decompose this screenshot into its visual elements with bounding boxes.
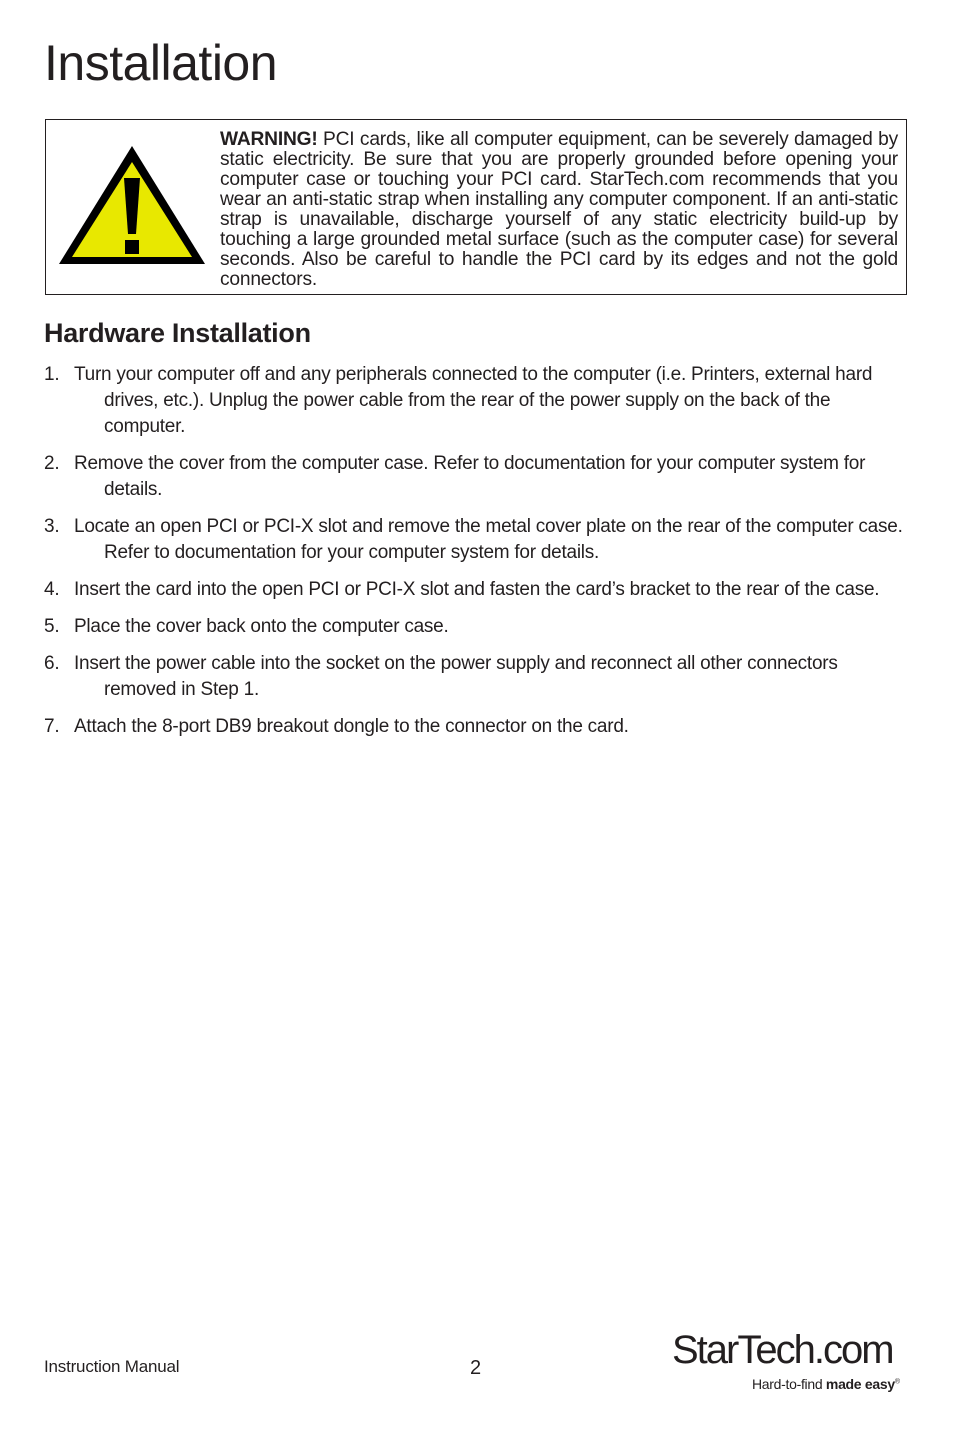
step-number: 4. (44, 579, 60, 600)
logo-tagline-light: Hard-to-find (752, 1376, 826, 1392)
startech-logo (668, 1326, 920, 1400)
step-number: 5. (44, 616, 60, 637)
step-item (44, 577, 914, 603)
step-number: 2. (44, 453, 60, 474)
step-text: Insert the card into the open PCI or PCI-X slot and fasten the card’s bracket to the rear of the case. (74, 579, 880, 600)
step-item (44, 614, 914, 640)
logo-wordmark: StarTech.com (672, 1328, 893, 1372)
warning-box (45, 119, 907, 295)
footer-label: Instruction Manual (44, 1357, 180, 1376)
step-number: 1. (44, 364, 60, 385)
page-number: 2 (470, 1357, 482, 1379)
logo-tagline-bold: made easy (825, 1376, 895, 1392)
registered-mark: ® (894, 1378, 900, 1386)
step-text: Insert the power cable into the socket on the power supply and reconnect all other connectors removed in Step 1. (74, 653, 838, 700)
step-text: Turn your computer off and any peripherals connected to the computer (i.e. Printers, external hard drives, etc.). Unplug the power cable from the rear of the power supply on the back of the computer. (74, 364, 873, 437)
step-text: Place the cover back onto the computer case. (74, 616, 449, 637)
step-text: Attach the 8-port DB9 breakout dongle to the connector on the card. (74, 716, 629, 737)
step-item (44, 514, 914, 566)
warning-text (220, 130, 898, 290)
step-number: 7. (44, 716, 60, 737)
step-text: Remove the cover from the computer case. Refer to documentation for your computer system for details. (74, 453, 866, 500)
page-title: Installation (44, 35, 278, 91)
step-number: 3. (44, 516, 60, 537)
logo-tagline (752, 1376, 900, 1392)
installation-steps (44, 362, 914, 751)
step-item (44, 651, 914, 703)
warning-triangle-icon (56, 142, 208, 268)
step-item (44, 451, 914, 503)
warning-label: WARNING! (220, 129, 318, 150)
step-text: Locate an open PCI or PCI-X slot and remove the metal cover plate on the rear of the computer case. Refer to documentation for your computer system for details. (74, 516, 903, 563)
step-item (44, 714, 914, 740)
section-title: Hardware Installation (44, 318, 311, 348)
step-item (44, 362, 914, 440)
step-number: 6. (44, 653, 60, 674)
warning-body: PCI cards, like all computer equipment, can be severely damaged by static electricity. Be sure that you are properly grounded before opening your computer case or touching your PCI card. StarTech.com recommends that you wear an anti-static strap when installing any computer component. If an anti-static strap is unavailable, discharge yourself of any static electricity build-up by touching a large grounded metal surface (such as the computer case) for several seconds. Also be careful to handle the PCI card by its edges and not the gold connectors. (220, 129, 898, 290)
